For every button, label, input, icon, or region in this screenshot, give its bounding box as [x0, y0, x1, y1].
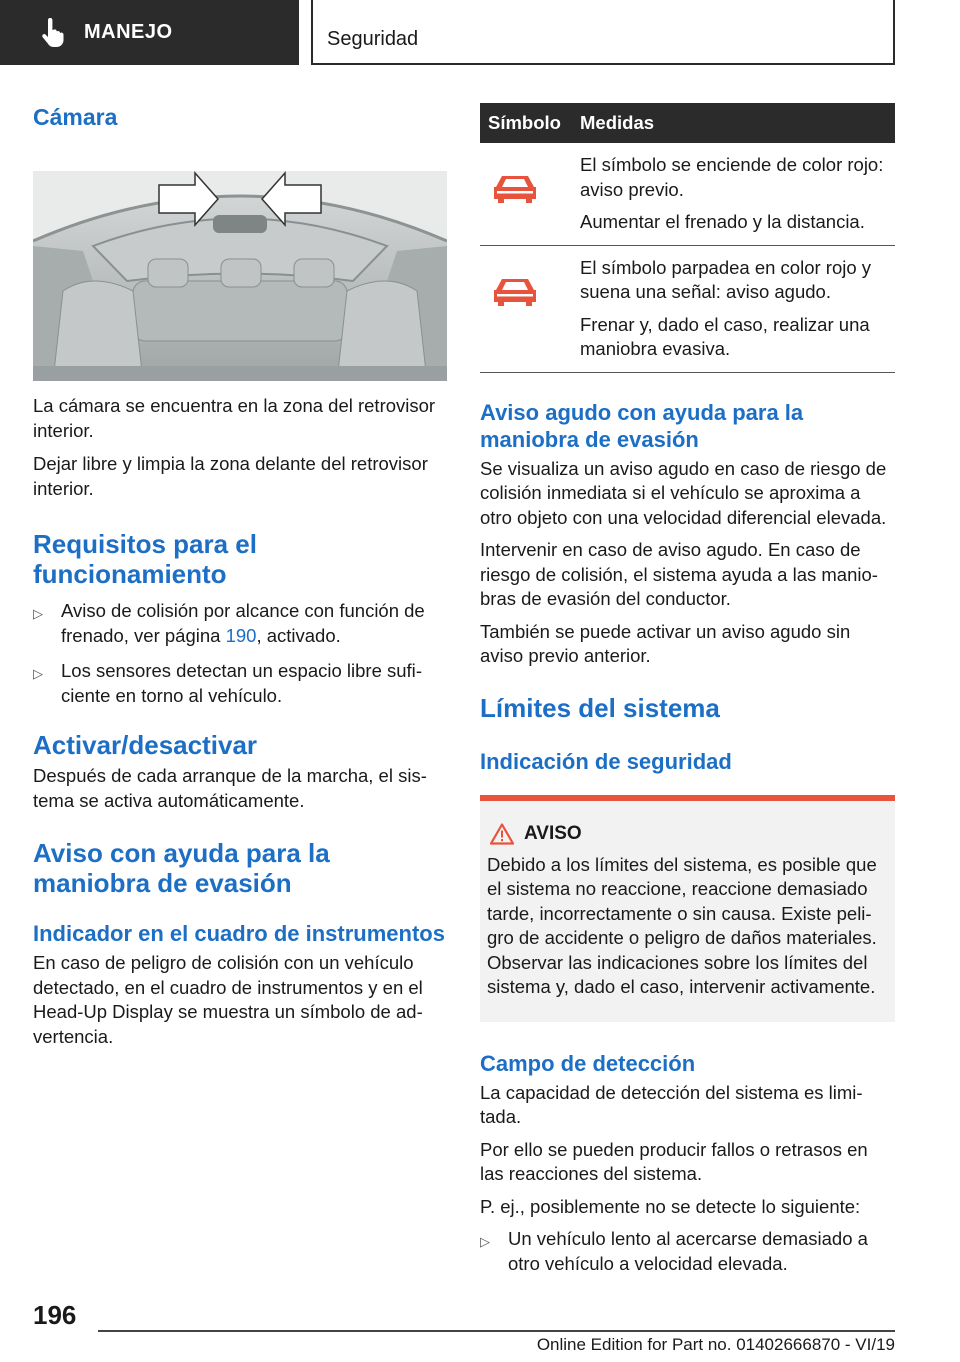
- safety-heading: Indicación de seguridad: [480, 748, 732, 774]
- bullet-triangle-icon: ▷: [33, 666, 43, 681]
- detection-paragraph-2: Por ello se pueden producir fallos o retrasos en las reacciones del sistema.: [480, 1138, 868, 1184]
- detection-paragraph-1: La capacidad de detección del sistema es limitada.: [480, 1081, 863, 1127]
- agudo-paragraph-3: También se puede activar un aviso agudo sin aviso previo anterior.: [480, 620, 851, 666]
- table-header-measures: Medidas: [580, 103, 895, 143]
- page-number: 196: [33, 1300, 77, 1330]
- warning-label: AVISO: [524, 822, 582, 844]
- table-header-row: [480, 103, 895, 143]
- camera-paragraph-1: La cámara se encuentra en la zona del retrovisor interior.: [33, 395, 436, 441]
- detection-paragraph-3: P. ej., posiblemente no se detecte lo siguiente:: [480, 1195, 861, 1217]
- table-row: [480, 245, 895, 372]
- list-item: ▷ Aviso de colisión por alcance con función de frenado, ver página 190, activado.: [33, 599, 447, 648]
- warning-triangle-icon: [490, 823, 514, 845]
- table-header-symbol: Símbolo: [480, 103, 580, 143]
- agudo-heading: Aviso agudo con ayuda para la maniobra de evasión: [480, 399, 804, 452]
- list-item: ▷ Los sensores detectan un espacio libre suficiente en torno al vehículo.: [33, 659, 447, 708]
- limits-heading: Límites del sistema: [480, 692, 720, 723]
- page-link-190[interactable]: 190: [225, 624, 257, 646]
- left-column: [33, 100, 447, 1049]
- camera-heading: Cámara: [33, 104, 118, 130]
- detection-heading: Campo de detección: [480, 1050, 696, 1076]
- chapter-header: [311, 0, 895, 65]
- footer-divider: [98, 1330, 895, 1332]
- symbol-cell: [480, 143, 580, 245]
- symbol-table: [480, 103, 895, 373]
- requirements-heading: Requisitos para el funcionamiento: [33, 529, 257, 589]
- indicator-paragraph: En caso de peligro de colisión con un vehículo detectado, en el cuadro de instrumentos y en el Head-Up Display se muestra un símbolo de advertencia.: [33, 952, 423, 1047]
- camera-paragraph-2: Dejar libre y limpia la zona delante del retrovisor interior.: [33, 453, 428, 499]
- measures-cell: El símbolo parpadea en color rojo y suena una señal: aviso agudo. Frenar y, dado el caso, realizar una maniobra evasiva.: [580, 245, 895, 372]
- table-row: [480, 143, 895, 245]
- section-title: MANEJO: [84, 21, 173, 43]
- agudo-paragraph-2: Intervenir en caso de aviso agudo. En caso de riesgo de colisión, el sistema ayuda a las maniobras de evasión del conductor.: [480, 539, 878, 609]
- agudo-paragraph-1: Se visualiza un aviso agudo en caso de riesgo de colisión inmediata si el vehículo se aproxima a otro objeto con una velocidad diferencial elevada.: [480, 457, 887, 528]
- warning-box: [480, 795, 895, 1022]
- warning-header: [487, 823, 887, 845]
- measures-cell: El símbolo se enciende de color rojo: aviso previo. Aumentar el frenado y la distancia.: [580, 143, 895, 245]
- bullet-triangle-icon: ▷: [33, 606, 43, 621]
- aviso-heading: Aviso con ayuda para la maniobra de evasión: [33, 838, 330, 898]
- hand-pointer-icon: [40, 18, 66, 48]
- symbol-cell: [480, 245, 580, 372]
- car-interior-image: [33, 171, 447, 381]
- right-column: [480, 100, 895, 1276]
- edition-text: Online Edition for Part no. 01402666870 - VI/19: [536, 1335, 895, 1354]
- section-header: [0, 0, 299, 65]
- camera-photo: [33, 171, 447, 381]
- chapter-title: Seguridad: [327, 28, 419, 50]
- activate-heading: Activar/desactivar: [33, 730, 258, 760]
- car-warning-icon: [492, 276, 538, 308]
- bullet-triangle-icon: ▷: [480, 1234, 490, 1249]
- car-warning-icon: [492, 173, 538, 205]
- activate-paragraph: Después de cada arranque de la marcha, el sistema se activa automáticamente.: [33, 765, 427, 811]
- list-item: ▷ Un vehículo lento al acercarse demasiado a otro vehículo a velocidad elevada.: [480, 1227, 895, 1276]
- indicator-heading: Indicador en el cuadro de instrumentos: [33, 921, 445, 946]
- warning-text: Debido a los límites del sistema, es posible que el sistema no reaccione, reaccione demasiado tarde, incorrectamente o sin causa. Existe peligro de accidente o peligro de daños materiales. Observar las indicaciones sobre los límites del sistema y, dado el caso, intervenir activamente.: [487, 853, 877, 997]
